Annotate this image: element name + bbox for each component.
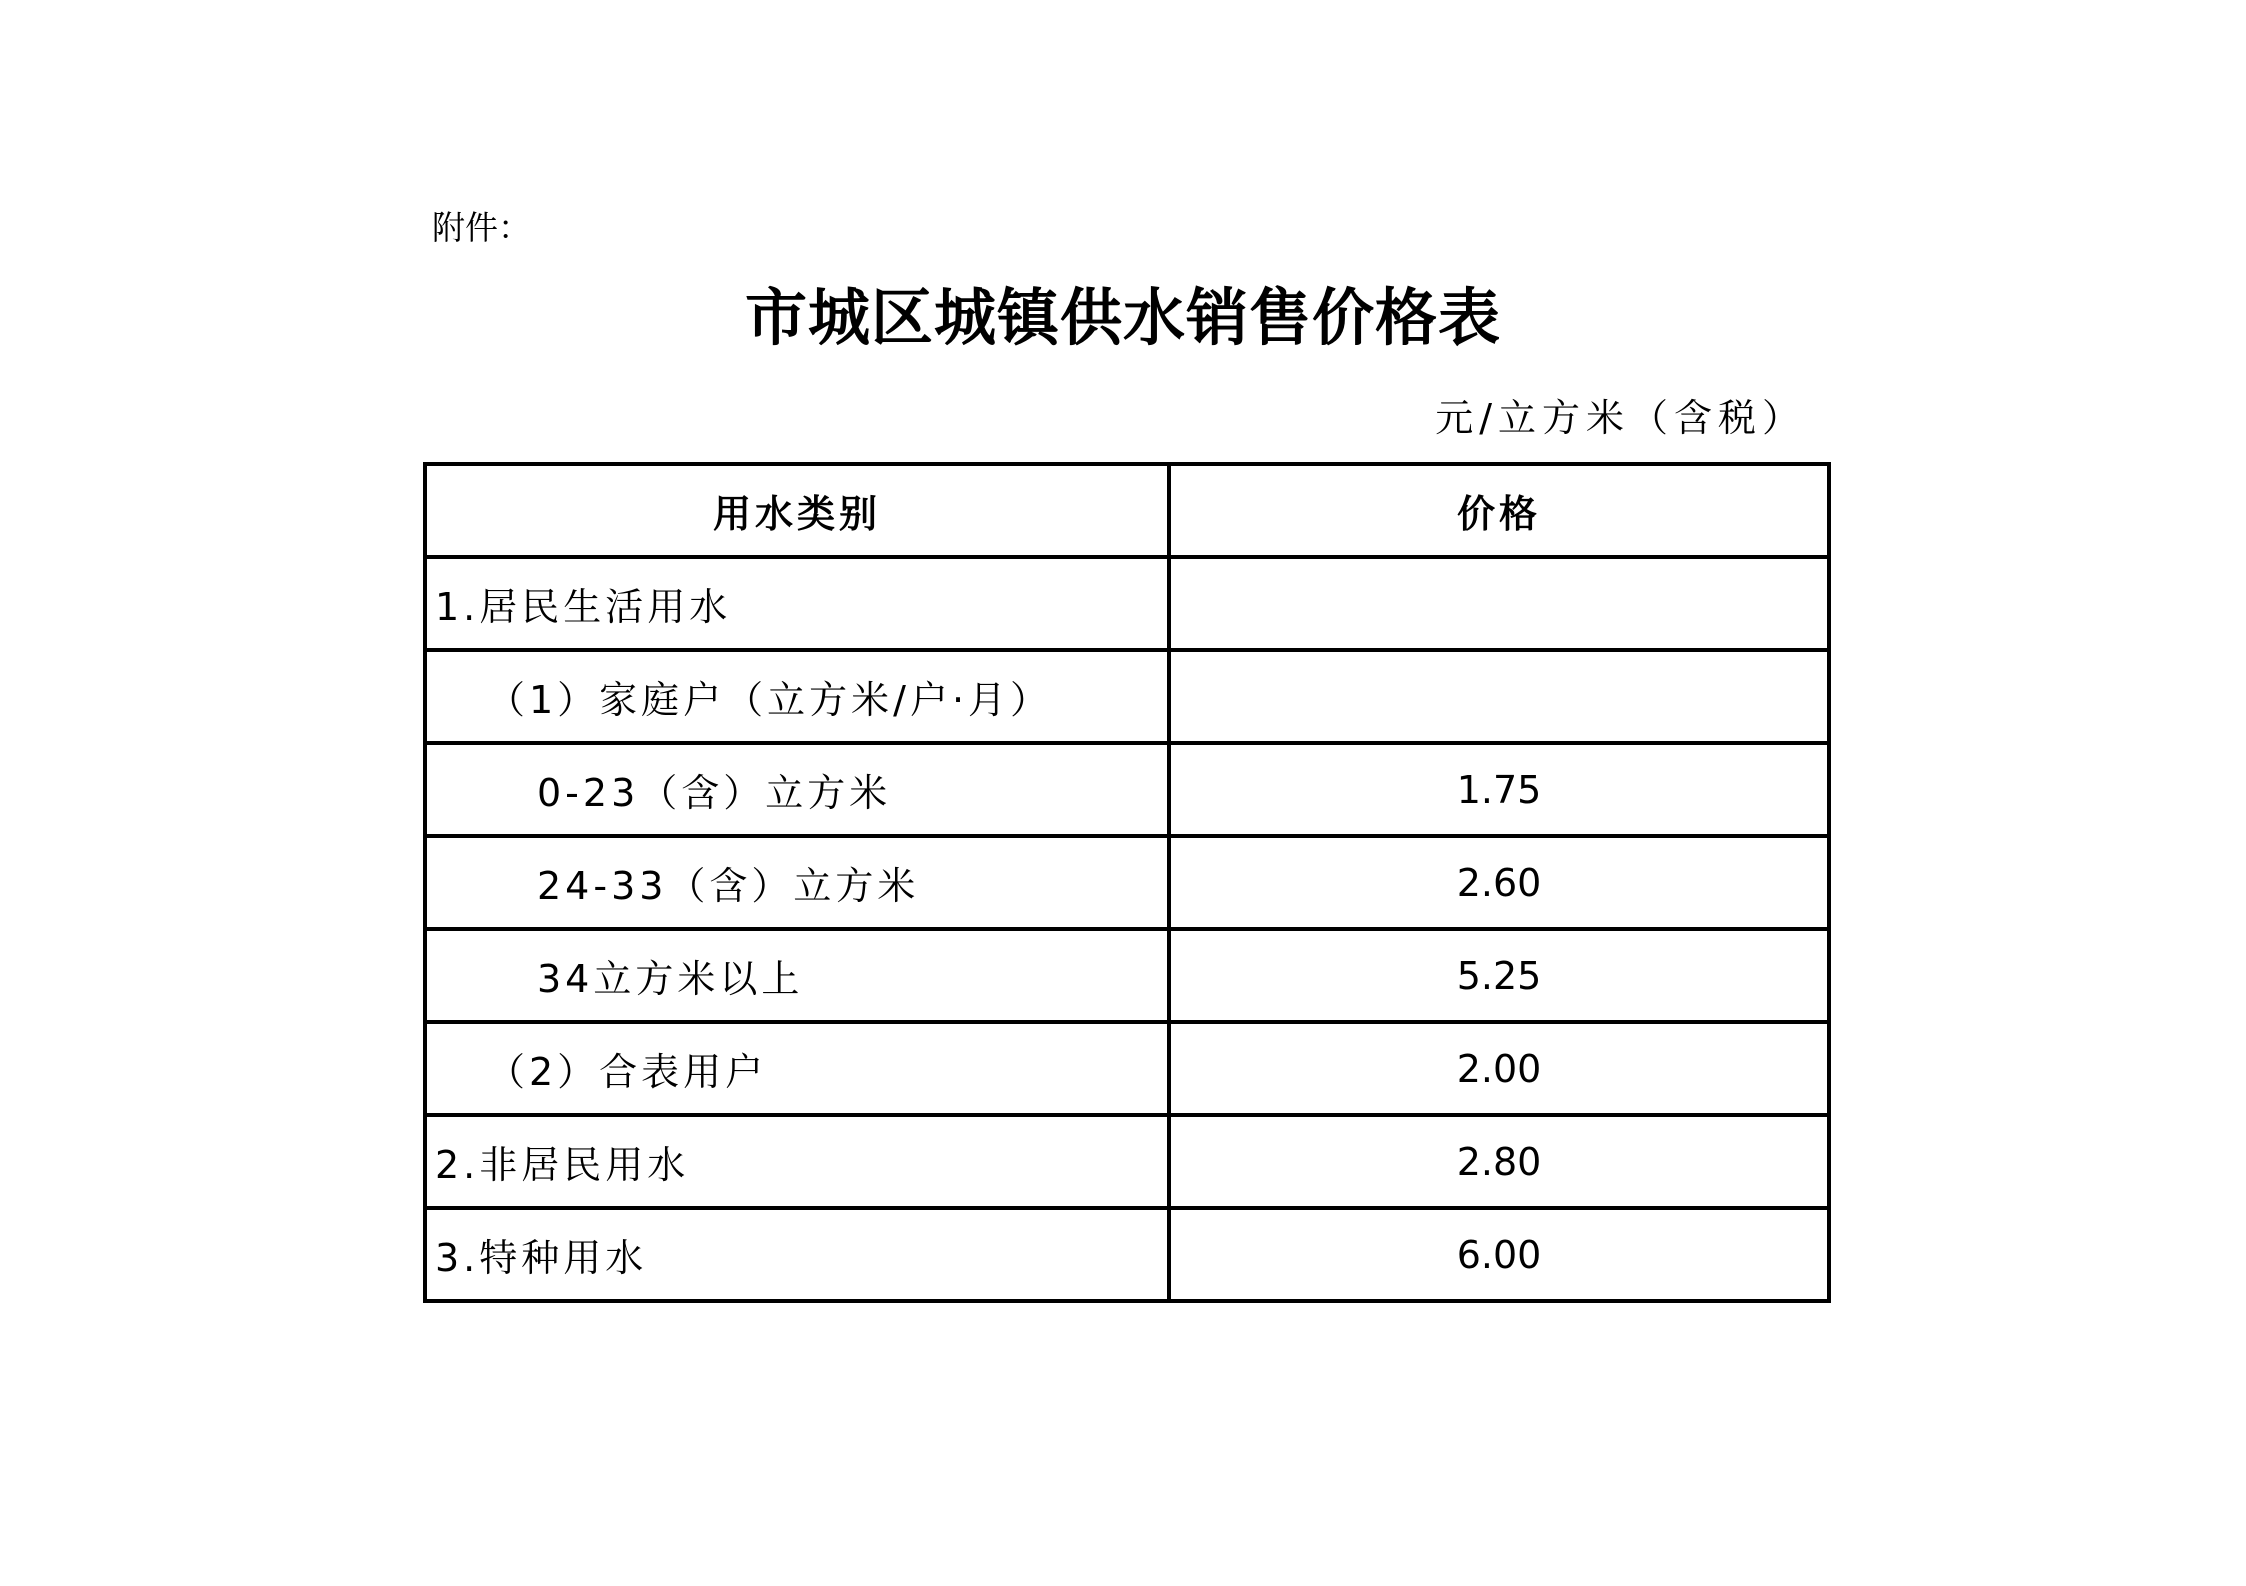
row-price: 2.80 xyxy=(1169,1115,1829,1208)
attachment-label: 附件： xyxy=(432,208,531,247)
row-category: 34立方米以上 xyxy=(425,929,1169,1022)
row-category: （2）合表用户 xyxy=(425,1022,1169,1115)
header-category: 用水类别 xyxy=(425,464,1169,557)
row-price xyxy=(1169,650,1829,743)
row-category: （1）家庭户（立方米/户·月） xyxy=(425,650,1169,743)
table-row xyxy=(425,929,1829,1022)
table-row xyxy=(425,557,1829,650)
table-header-row xyxy=(425,464,1829,557)
unit-label: 元/立方米（含税） xyxy=(1435,396,1806,440)
table-row xyxy=(425,1115,1829,1208)
header-price: 价格 xyxy=(1169,464,1829,557)
row-category: 0-23（含）立方米 xyxy=(425,743,1169,836)
table-row xyxy=(425,836,1829,929)
row-price: 1.75 xyxy=(1169,743,1829,836)
row-price: 2.00 xyxy=(1169,1022,1829,1115)
price-table xyxy=(423,462,1831,1303)
page-title: 市城区城镇供水销售价格表 xyxy=(744,281,1501,354)
row-price xyxy=(1169,557,1829,650)
row-price: 5.25 xyxy=(1169,929,1829,1022)
row-price: 6.00 xyxy=(1169,1208,1829,1301)
table-row xyxy=(425,1208,1829,1301)
table-row xyxy=(425,1022,1829,1115)
row-category: 24-33（含）立方米 xyxy=(425,836,1169,929)
row-category: 1.居民生活用水 xyxy=(425,557,1169,650)
table-row xyxy=(425,650,1829,743)
row-category: 3.特种用水 xyxy=(425,1208,1169,1301)
row-price: 2.60 xyxy=(1169,836,1829,929)
table-row xyxy=(425,743,1829,836)
row-category: 2.非居民用水 xyxy=(425,1115,1169,1208)
